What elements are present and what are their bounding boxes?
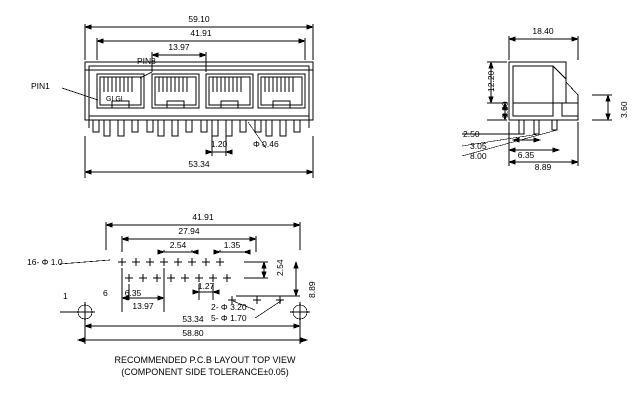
side-dim-12-20: 12.20 bbox=[486, 70, 496, 92]
pcb-dim-1-27: 1.27 bbox=[197, 281, 215, 291]
pcb-caption-line2: (COMPONENT SIDE TOLERANCE±0.05) bbox=[121, 367, 289, 377]
housing-brand-text: GLGI bbox=[106, 96, 123, 103]
pcb-dim-6-35: 6.35 bbox=[124, 288, 142, 298]
front-label-pin1: PIN1 bbox=[31, 81, 50, 91]
side-dim-3-80: 3.80 bbox=[500, 101, 510, 118]
pcb-dim-8-89-vert: 8.89 bbox=[307, 281, 317, 298]
side-dim-8-00: 8.00 bbox=[470, 151, 487, 161]
pcb-dim-58-80: 58.80 bbox=[182, 328, 204, 338]
side-dim-3-05: 3.05 bbox=[470, 141, 487, 151]
pcb-note-16-holes: 16- Φ 1.0 bbox=[27, 257, 63, 267]
pcb-dim-1-35: 1.35 bbox=[223, 240, 241, 250]
pcb-note-5-holes-170: 5- Φ 1.70 bbox=[211, 313, 247, 323]
pcb-note-2-holes-320: 2- Φ 3.20 bbox=[211, 302, 247, 312]
front-dim-41-91: 41.91 bbox=[190, 28, 212, 38]
pcb-pin-label-6: 6 bbox=[103, 288, 108, 298]
pcb-dim-13-97: 13.97 bbox=[132, 301, 154, 311]
front-dim-59-10: 59.10 bbox=[188, 14, 210, 24]
pcb-dim-2-54: 2.54 bbox=[169, 240, 187, 250]
front-dim-1-20: 1.20 bbox=[210, 139, 228, 149]
front-dim-hole-046: Φ 0.46 bbox=[253, 139, 279, 149]
pcb-caption-line1: RECOMMENDED P.C.B LAYOUT TOP VIEW bbox=[114, 355, 296, 365]
side-dim-6-35: 6.35 bbox=[517, 150, 535, 160]
side-dim-3-60: 3.60 bbox=[619, 101, 629, 118]
pcb-pin-label-1: 1 bbox=[63, 291, 68, 301]
pcb-dim-2-54-vert: 2.54 bbox=[275, 259, 285, 276]
side-dim-18-40: 18.40 bbox=[532, 26, 554, 36]
pcb-dim-41-91: 41.91 bbox=[192, 212, 214, 222]
front-dim-13-97: 13.97 bbox=[168, 42, 190, 52]
pcb-dim-53-34: 53.34 bbox=[182, 314, 204, 324]
front-dim-53-34: 53.34 bbox=[188, 159, 210, 169]
pcb-dim-27-94: 27.94 bbox=[178, 226, 200, 236]
side-dim-8-89: 8.89 bbox=[534, 162, 552, 172]
side-dim-2-50: 2.50 bbox=[463, 129, 480, 139]
front-label-pin8: PIN8 bbox=[137, 56, 156, 66]
